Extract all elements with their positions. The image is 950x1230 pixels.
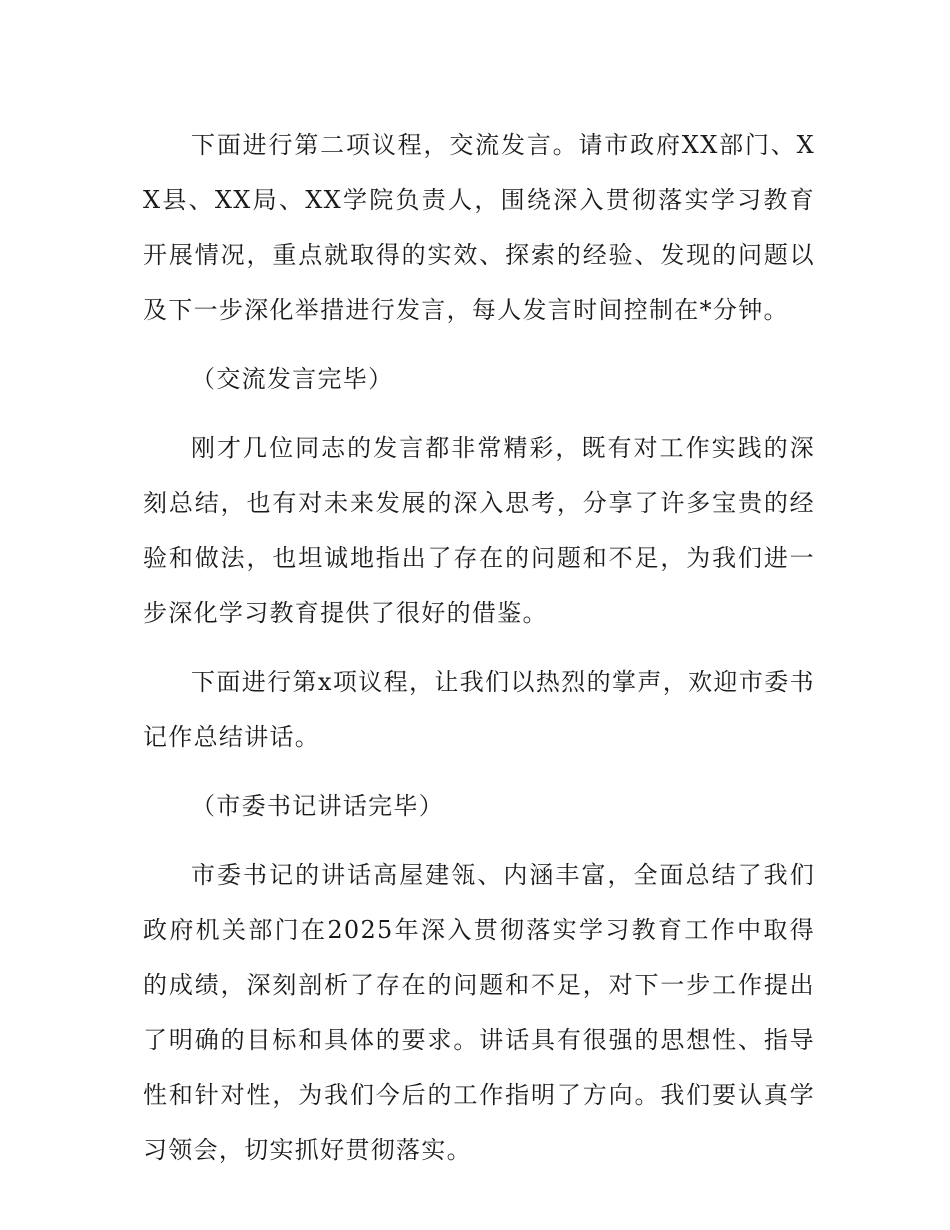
- paragraph-exchange-finished: （交流发言完毕）: [191, 365, 394, 393]
- paragraph-secretary-finished: （市委书记讲话完毕）: [191, 792, 444, 820]
- paragraph-agenda-item-x: 下面进行第x项议程，让我们以热烈的掌声，欢迎市委书记作总结讲话。: [143, 668, 815, 751]
- document-body: [143, 118, 815, 1178]
- paragraph-speech-comments: 刚才几位同志的发言都非常精彩，既有对工作实践的深刻总结，也有对未来发展的深入思考，分享了许多宝贵的经验和做法，也坦诚地指出了存在的问题和不足，为我们进一步深化学习教育提供了很好的借鉴。: [143, 434, 815, 627]
- paragraph-secretary-summary: 市委书记的讲话高屋建瓴、内涵丰富，全面总结了我们政府机关部门在2025年深入贯彻落实学习教育工作中取得的成绩，深刻剖析了存在的问题和不足，对下一步工作提出了明确的目标和具体的要求。讲话具有很强的思想性、指导性和针对性，为我们今后的工作指明了方向。我们要认真学习领会，切实抓好贯彻落实。: [143, 861, 815, 1164]
- paragraph-agenda-item-two: 下面进行第二项议程，交流发言。请市政府XX部门、XX县、XX局、XX学院负责人，围绕深入贯彻落实学习教育开展情况，重点就取得的实效、探索的经验、发现的问题以及下一步深化举措进行发言，每人发言时间控制在*分钟。: [143, 131, 815, 324]
